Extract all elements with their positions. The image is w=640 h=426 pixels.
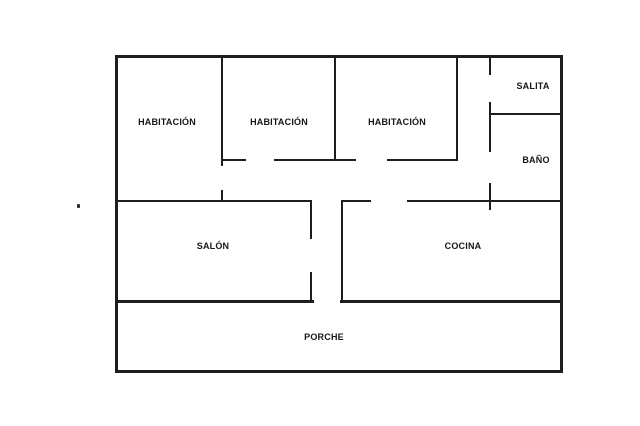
wall-salon-east-lower: [310, 272, 312, 303]
wall-cocina-bottom: [340, 300, 563, 303]
wall-hab2-south-stub: [221, 159, 246, 161]
wall-hab2-hab3-divider: [334, 55, 336, 161]
stray-mark: [77, 204, 80, 208]
wall-cocina-top-stub: [341, 200, 371, 202]
wall-hab3-south-stub: [334, 159, 356, 161]
wall-cocina-west-wall: [341, 201, 343, 303]
wall-hab3-south-east: [387, 159, 458, 161]
wall-salon-east-upper: [310, 201, 312, 239]
room-label-salon: SALÓN: [196, 241, 230, 251]
room-label-cocina: COCINA: [444, 241, 482, 251]
room-label-porche: PORCHE: [304, 332, 344, 342]
wall-outer-bottom: [115, 370, 563, 373]
room-label-salita: SALITA: [516, 81, 550, 91]
room-label-habitacion-2: HABITACIÓN: [250, 117, 308, 127]
wall-salon-bottom: [115, 300, 314, 303]
room-label-bano: BAÑO: [522, 155, 550, 165]
wall-salita-floor-divider: [489, 113, 563, 115]
room-label-habitacion-3: HABITACIÓN: [368, 117, 426, 127]
wall-outer-right: [560, 55, 563, 373]
wall-bano-wall-overshoot: [489, 202, 491, 210]
wall-salita-west-upper: [489, 55, 491, 75]
wall-hab2-south-east: [274, 159, 336, 161]
wall-hab1-hab2-divider: [221, 55, 223, 166]
room-label-habitacion-1: HABITACIÓN: [138, 117, 196, 127]
wall-cocina-top-east: [407, 200, 563, 202]
wall-outer-top: [115, 55, 563, 58]
wall-hab3-east-wall: [456, 55, 458, 161]
wall-salita-bano-west-mid: [489, 102, 491, 152]
wall-hall-south-salon-top: [115, 200, 312, 202]
wall-outer-left: [115, 55, 118, 373]
